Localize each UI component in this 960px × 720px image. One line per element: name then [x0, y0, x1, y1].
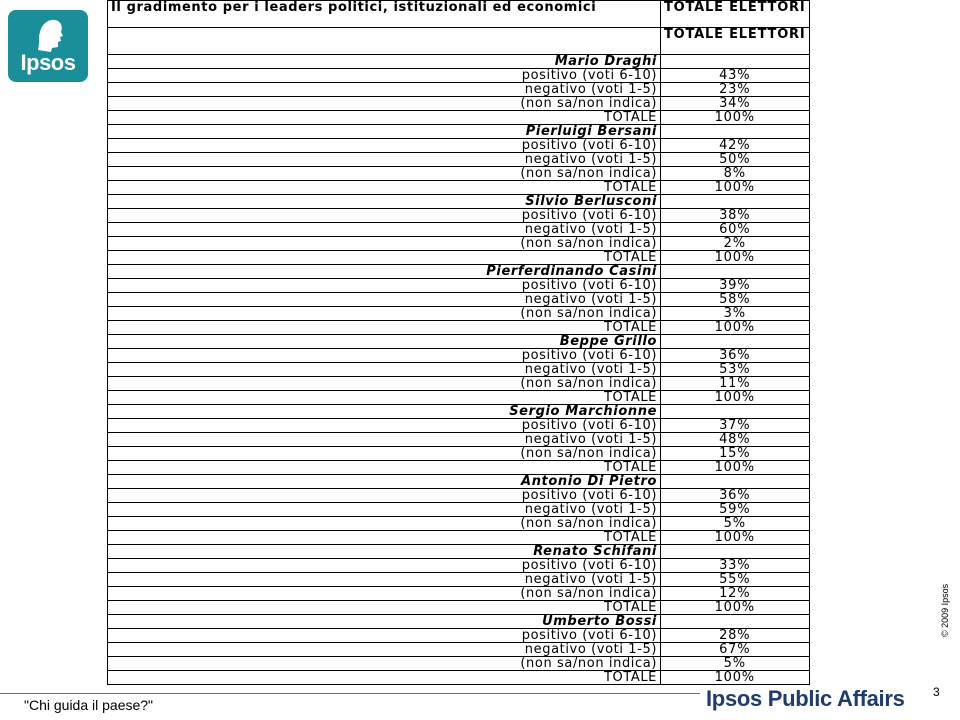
row-label: TOTALE [108, 181, 661, 195]
row-label: positivo (voti 6-10) [108, 279, 661, 293]
row-value: 36% [661, 349, 810, 363]
row-label: TOTALE [108, 671, 661, 685]
table-row [108, 559, 810, 573]
row-label: negativo (voti 1-5) [108, 363, 661, 377]
leader-row [108, 125, 810, 139]
row-label: negativo (voti 1-5) [108, 573, 661, 587]
row-label: (non sa/non indica) [108, 377, 661, 391]
leader-name: Silvio Berlusconi [108, 195, 661, 209]
page-number: 3 [933, 685, 940, 699]
leader-row [108, 195, 810, 209]
row-label: (non sa/non indica) [108, 657, 661, 671]
row-value: 28% [661, 629, 810, 643]
row-value: 5% [661, 657, 810, 671]
row-label: positivo (voti 6-10) [108, 139, 661, 153]
leader-blank-cell [661, 195, 810, 209]
row-value: 55% [661, 573, 810, 587]
row-label: negativo (voti 1-5) [108, 83, 661, 97]
row-label: positivo (voti 6-10) [108, 349, 661, 363]
leader-blank-cell [661, 265, 810, 279]
row-label: TOTALE [108, 461, 661, 475]
row-label: (non sa/non indica) [108, 447, 661, 461]
row-value: 100% [661, 601, 810, 615]
leader-blank-cell [661, 475, 810, 489]
table-row [108, 377, 810, 391]
table-row [108, 573, 810, 587]
row-value: 100% [661, 321, 810, 335]
leader-name: Pierluigi Bersani [108, 125, 661, 139]
header-label [108, 28, 661, 55]
table-row [108, 447, 810, 461]
row-value: 2% [661, 237, 810, 251]
row-value: 59% [661, 503, 810, 517]
leader-row [108, 55, 810, 69]
leader-name: Mario Draghi [108, 55, 661, 69]
row-value: 100% [661, 251, 810, 265]
table-row [108, 503, 810, 517]
row-label: negativo (voti 1-5) [108, 643, 661, 657]
row-value: 58% [661, 293, 810, 307]
table-row [108, 433, 810, 447]
leader-name: Antonio Di Pietro [108, 475, 661, 489]
header-value: TOTALE ELETTORI [661, 1, 810, 28]
table-row [108, 601, 810, 615]
row-value: 100% [661, 671, 810, 685]
row-label: TOTALE [108, 111, 661, 125]
table-row [108, 97, 810, 111]
table-row [108, 461, 810, 475]
row-value: 67% [661, 643, 810, 657]
row-label: (non sa/non indica) [108, 237, 661, 251]
row-value: 33% [661, 559, 810, 573]
table-row [108, 321, 810, 335]
row-value: 48% [661, 433, 810, 447]
table-row [108, 587, 810, 601]
row-label: (non sa/non indica) [108, 307, 661, 321]
row-value: 5% [661, 517, 810, 531]
logo-text: Ipsos [20, 50, 76, 75]
table-row [108, 167, 810, 181]
leader-name: Renato Schifani [108, 545, 661, 559]
table-row [108, 293, 810, 307]
table-row [108, 139, 810, 153]
row-value: 42% [661, 139, 810, 153]
leader-blank-cell [661, 55, 810, 69]
leader-row [108, 615, 810, 629]
table-row [108, 531, 810, 545]
brand-name: Ipsos Public Affairs [706, 686, 905, 711]
head-profile-icon [34, 16, 64, 52]
copyright-notice: © 2009 Ipsos [940, 583, 950, 637]
footer-divider [0, 693, 700, 694]
row-value: 100% [661, 461, 810, 475]
row-label: negativo (voti 1-5) [108, 293, 661, 307]
row-label: (non sa/non indica) [108, 97, 661, 111]
leader-name: Umberto Bossi [108, 615, 661, 629]
row-label: TOTALE [108, 531, 661, 545]
row-label: TOTALE [108, 601, 661, 615]
table-row [108, 69, 810, 83]
row-label: negativo (voti 1-5) [108, 153, 661, 167]
table-row [108, 657, 810, 671]
header-row [108, 1, 810, 28]
leader-name: Sergio Marchionne [108, 405, 661, 419]
leader-row [108, 265, 810, 279]
row-label: positivo (voti 6-10) [108, 419, 661, 433]
leader-blank-cell [661, 125, 810, 139]
row-label: positivo (voti 6-10) [108, 489, 661, 503]
leader-blank-cell [661, 545, 810, 559]
row-value: 60% [661, 223, 810, 237]
row-value: 100% [661, 111, 810, 125]
table-row [108, 363, 810, 377]
row-label: TOTALE [108, 321, 661, 335]
leader-name: Pierferdinando Casini [108, 265, 661, 279]
row-value: 39% [661, 279, 810, 293]
table-row [108, 83, 810, 97]
ipsos-logo [8, 10, 88, 82]
table-row [108, 223, 810, 237]
row-label: negativo (voti 1-5) [108, 223, 661, 237]
leader-blank-cell [661, 335, 810, 349]
row-value: 23% [661, 83, 810, 97]
table-row [108, 209, 810, 223]
table-row [108, 517, 810, 531]
table-row [108, 391, 810, 405]
row-value: 12% [661, 587, 810, 601]
table-row [108, 643, 810, 657]
table-row [108, 279, 810, 293]
table-row [108, 489, 810, 503]
header-value: TOTALE ELETTORI [661, 28, 810, 55]
leader-name: Beppe Grillo [108, 335, 661, 349]
row-label: positivo (voti 6-10) [108, 629, 661, 643]
row-value: 8% [661, 167, 810, 181]
row-label: TOTALE [108, 251, 661, 265]
row-value: 37% [661, 419, 810, 433]
row-label: positivo (voti 6-10) [108, 209, 661, 223]
row-value: 50% [661, 153, 810, 167]
row-label: (non sa/non indica) [108, 517, 661, 531]
row-value: 38% [661, 209, 810, 223]
header-label: Il gradimento per i leaders politici, istituzionali ed economici [108, 1, 661, 28]
table-row [108, 419, 810, 433]
row-label: positivo (voti 6-10) [108, 559, 661, 573]
row-value: 11% [661, 377, 810, 391]
leader-blank-cell [661, 405, 810, 419]
table-row [108, 237, 810, 251]
header-row [108, 28, 810, 55]
leader-row [108, 475, 810, 489]
leader-row [108, 545, 810, 559]
slide-title: "Chi guida il paese?" [24, 697, 154, 713]
row-label: negativo (voti 1-5) [108, 433, 661, 447]
table-row [108, 153, 810, 167]
leader-row [108, 405, 810, 419]
row-label: positivo (voti 6-10) [108, 69, 661, 83]
row-label: TOTALE [108, 391, 661, 405]
table-row [108, 629, 810, 643]
row-label: (non sa/non indica) [108, 167, 661, 181]
row-value: 34% [661, 97, 810, 111]
leader-blank-cell [661, 615, 810, 629]
table-row [108, 181, 810, 195]
row-value: 15% [661, 447, 810, 461]
row-label: (non sa/non indica) [108, 587, 661, 601]
row-value: 100% [661, 391, 810, 405]
row-value: 3% [661, 307, 810, 321]
table-row [108, 307, 810, 321]
row-label: negativo (voti 1-5) [108, 503, 661, 517]
leaders-approval-table [107, 0, 810, 685]
table-row [108, 111, 810, 125]
row-value: 53% [661, 363, 810, 377]
row-value: 43% [661, 69, 810, 83]
table-row [108, 251, 810, 265]
table-row [108, 671, 810, 685]
row-value: 36% [661, 489, 810, 503]
table-row [108, 349, 810, 363]
row-value: 100% [661, 181, 810, 195]
row-value: 100% [661, 531, 810, 545]
leader-row [108, 335, 810, 349]
